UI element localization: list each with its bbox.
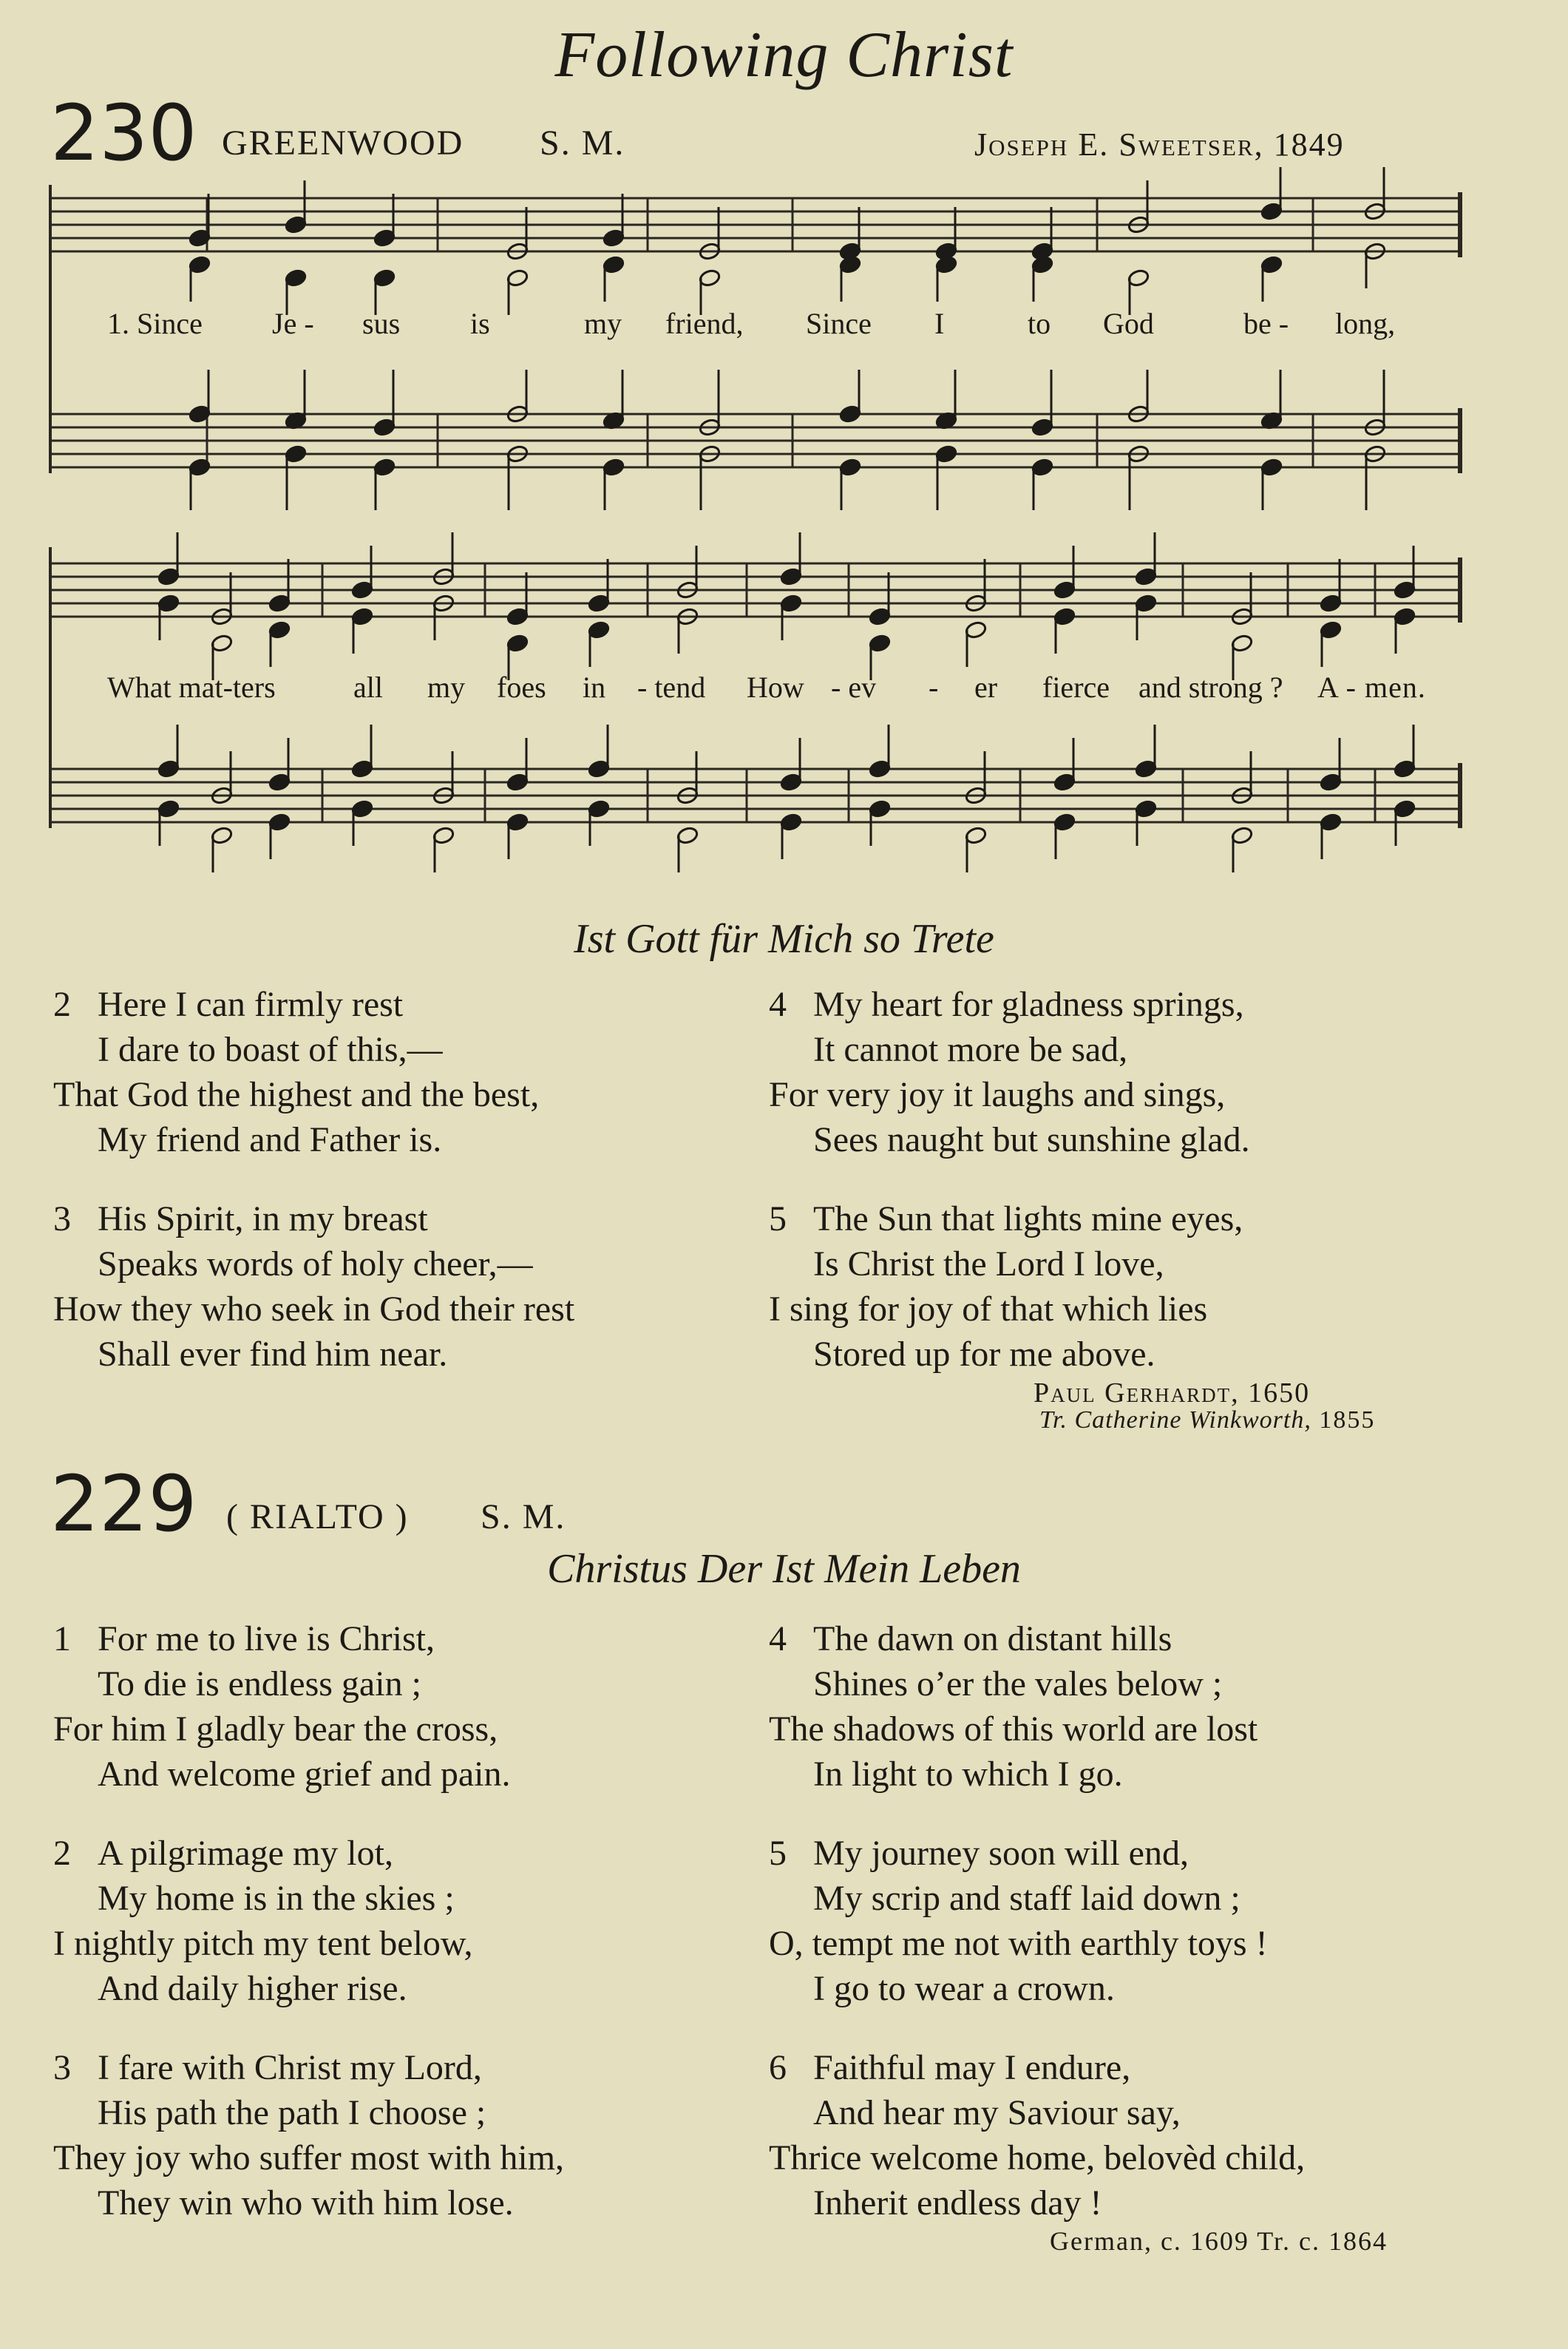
music-score <box>0 0 1568 902</box>
verse-line: I sing for joy of that which lies <box>769 1289 1208 1329</box>
verse-line: My journey soon will end, <box>813 1834 1189 1873</box>
hymn-229-subtitle: Christus Der Ist Mein Leben <box>547 1546 1021 1592</box>
lyric-word: - ev <box>831 671 877 704</box>
verse-number: 2 <box>53 985 71 1024</box>
verse-line: The dawn on distant hills <box>813 1619 1172 1658</box>
lyric-word: sus <box>362 307 401 340</box>
hymn-230-translator: Tr. Catherine Winkworth, <box>1039 1406 1311 1434</box>
verse-line: Shall ever find him near. <box>98 1335 448 1374</box>
verse-line: A pilgrimage my lot, <box>98 1834 393 1873</box>
hymn-230-tune: GREENWOOD <box>222 123 464 163</box>
lyric-word: friend, <box>665 307 744 340</box>
hymn-230-subtitle: Ist Gott für Mich so Trete <box>574 916 994 962</box>
lyric-word: er <box>974 671 998 704</box>
verse-number: 6 <box>769 2048 787 2087</box>
verse-line: The Sun that lights mine eyes, <box>813 1199 1243 1238</box>
lyric-word: is <box>470 307 490 340</box>
verse-line: That God the highest and the best, <box>53 1075 540 1114</box>
verse-line: To die is endless gain ; <box>98 1664 421 1704</box>
verse-number: 4 <box>769 985 787 1024</box>
verse-line: And daily higher rise. <box>98 1969 407 2008</box>
verse-line: Sees naught but sunshine glad. <box>813 1120 1250 1159</box>
lyric-word: 1. Since <box>107 307 203 340</box>
hymn-230-verse-2 <box>53 982 539 1162</box>
verse-line: His Spirit, in my breast <box>98 1199 428 1238</box>
verse-line: And welcome grief and pain. <box>98 1755 511 1794</box>
verse-line: My scrip and staff laid down ; <box>813 1879 1241 1918</box>
verse-line: They joy who suffer most with him, <box>53 2138 565 2177</box>
verse-number: 1 <box>53 1619 71 1658</box>
verse-line: In light to which I go. <box>813 1755 1123 1794</box>
verse-line: My home is in the skies ; <box>98 1879 455 1918</box>
lyric-word: A - men. <box>1317 671 1426 704</box>
lyric-word: Since <box>806 307 872 340</box>
hymn-229-verse-5 <box>769 1831 1268 2011</box>
verse-line: I nightly pitch my tent below, <box>53 1924 473 1963</box>
hymn-229-verse-2 <box>53 1831 472 2011</box>
section-title: Following Christ <box>554 19 1014 91</box>
verse-line: Is Christ the Lord I love, <box>813 1244 1164 1284</box>
hymn-229-verse-6 <box>769 2045 1305 2226</box>
verse-number: 5 <box>769 1199 787 1238</box>
hymn-230-number: 230 <box>50 88 197 178</box>
verse-line: My heart for gladness springs, <box>813 985 1244 1024</box>
lyric-word: fierce <box>1042 671 1110 704</box>
verse-line: For him I gladly bear the cross, <box>53 1709 498 1749</box>
verse-line: Thrice welcome home, belovèd child, <box>769 2138 1306 2177</box>
verse-line: How they who seek in God their rest <box>53 1289 575 1329</box>
verse-number: 3 <box>53 2048 71 2087</box>
verse-number: 2 <box>53 1834 71 1873</box>
lyric-word: my <box>584 307 622 340</box>
lyric-word: I <box>934 307 945 340</box>
verse-number: 4 <box>769 1619 787 1658</box>
hymn-230-meter: S. M. <box>540 123 625 163</box>
hymn-229-verse-3 <box>53 2045 564 2226</box>
hymn-229-number: 229 <box>50 1459 197 1549</box>
hymn-229-verse-1 <box>53 1616 510 1797</box>
verse-number: 3 <box>53 1199 71 1238</box>
verse-line: O, tempt me not with earthly toys ! <box>769 1924 1268 1963</box>
hymn-230-translator-year: 1855 <box>1319 1406 1376 1434</box>
hymn-229-meter: S. M. <box>481 1497 566 1536</box>
verse-line: Here I can firmly rest <box>98 985 404 1024</box>
verse-line: And hear my Saviour say, <box>813 2093 1181 2132</box>
hymn-230-verse-4 <box>769 982 1250 1162</box>
verse-line: My friend and Father is. <box>98 1120 442 1159</box>
verse-line: I fare with Christ my Lord, <box>98 2048 482 2087</box>
hymn-230-author: Paul Gerhardt, 1650 <box>1034 1377 1311 1409</box>
verse-line: It cannot more be sad, <box>813 1030 1128 1069</box>
lyric-word: - tend <box>637 671 706 704</box>
hymn-230-verse-3 <box>53 1196 574 1377</box>
lyric-word: Je - <box>272 307 314 340</box>
verse-line: I dare to boast of this,— <box>98 1030 443 1069</box>
verse-line: Faithful may I endure, <box>813 2048 1131 2087</box>
lyric-word: be - <box>1243 307 1289 340</box>
hymn-229-verse-4 <box>769 1616 1258 1797</box>
verse-line: His path the path I choose ; <box>98 2093 486 2132</box>
hymn-230-composer: Joseph E. Sweetser, 1849 <box>974 126 1345 163</box>
lyric-word: and strong ? <box>1138 671 1283 704</box>
verse-line: Inherit endless day ! <box>813 2183 1102 2223</box>
lyric-word: to <box>1028 307 1051 340</box>
lyric-word: What mat-ters <box>107 671 276 704</box>
verse-line: Stored up for me above. <box>813 1335 1155 1374</box>
lyric-word: - <box>929 671 939 704</box>
lyric-word: foes <box>497 671 546 704</box>
lyric-word: long, <box>1335 307 1396 340</box>
verse-line: I go to wear a crown. <box>813 1969 1115 2008</box>
lyric-word: all <box>353 671 383 704</box>
verse-line: For me to live is Christ, <box>98 1619 435 1658</box>
verse-line: For very joy it laughs and sings, <box>769 1075 1226 1114</box>
hymn-230-translator-line <box>1039 1406 1375 1434</box>
hymn-229-tune: ( RIALTO ) <box>226 1497 409 1536</box>
verse-line: Shines o’er the vales below ; <box>813 1664 1223 1704</box>
verse-number: 5 <box>769 1834 787 1873</box>
lyric-word: in <box>583 671 606 704</box>
hymn-229-credit: German, c. 1609 Tr. c. 1864 <box>1050 2226 1388 2256</box>
verse-line: Speaks words of holy cheer,— <box>98 1244 533 1284</box>
lyric-word: my <box>427 671 466 704</box>
verse-line: They win who with him lose. <box>98 2183 514 2223</box>
hymn-230-verse-5 <box>769 1196 1243 1377</box>
verse-line: The shadows of this world are lost <box>769 1709 1258 1749</box>
lyric-word: God <box>1103 307 1154 340</box>
lyric-word: How <box>747 671 804 704</box>
